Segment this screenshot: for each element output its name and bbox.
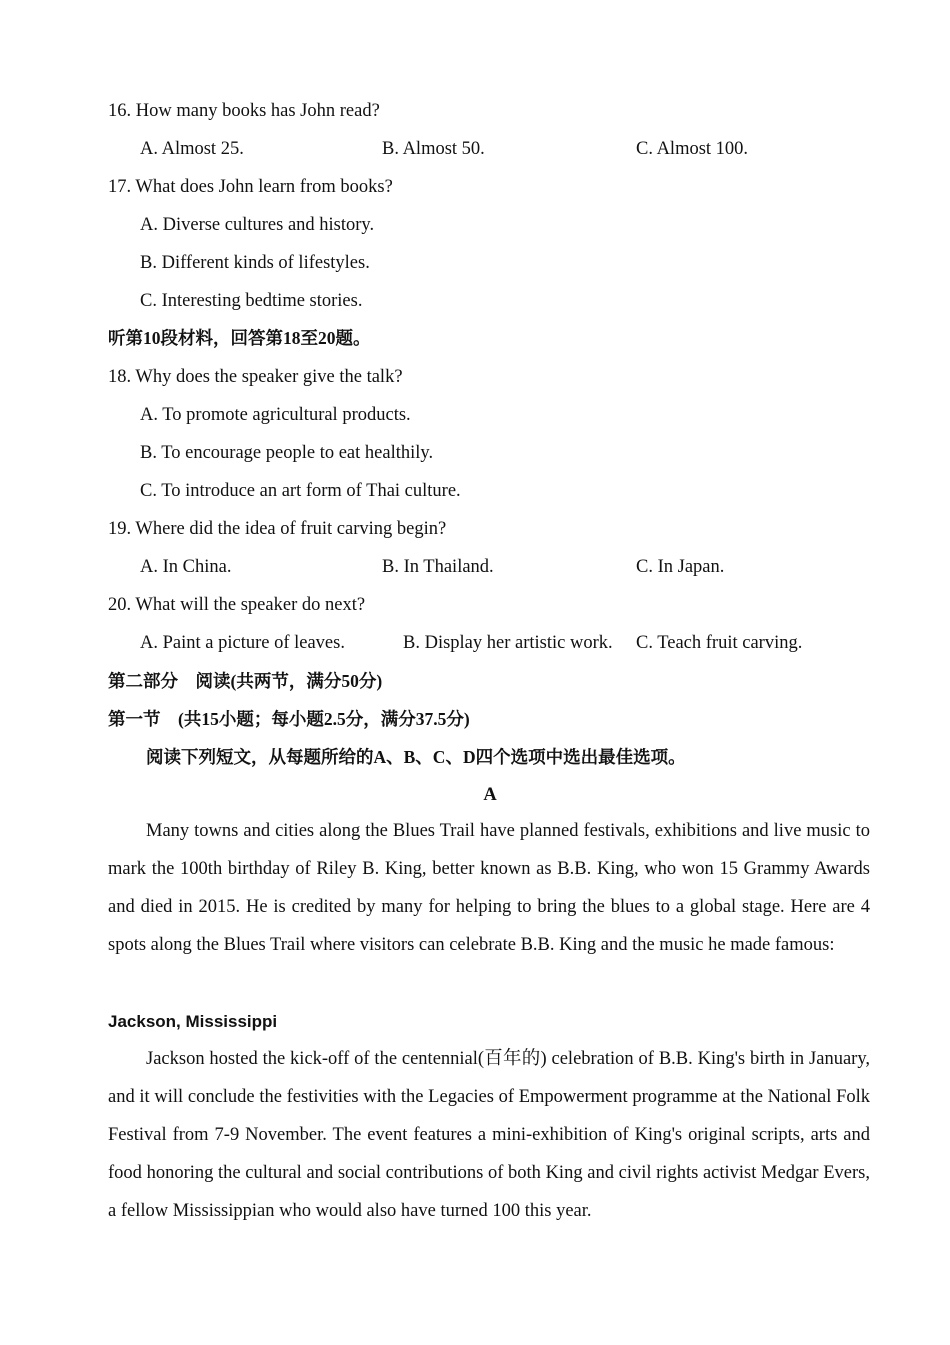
question-17-option-b: B. Different kinds of lifestyles. — [140, 253, 370, 273]
question-17-stem: 17. What does John learn from books? — [108, 177, 393, 197]
question-17-option-a: A. Diverse cultures and history. — [140, 215, 375, 235]
question-18-stem: 18. Why does the speaker give the talk? — [108, 367, 403, 387]
question-19-option-c: C. In Japan. — [636, 557, 725, 577]
question-19-stem: 19. Where did the idea of fruit carving begin? — [108, 519, 447, 539]
question-19-option-b: B. In Thailand. — [382, 557, 494, 577]
question-19-option-a: A. In China. — [140, 557, 232, 577]
section-one-heading: 第一节 (共15小题；每小题2.5分，满分37.5分) — [108, 709, 470, 729]
question-16-option-a: A. Almost 25. — [140, 139, 244, 159]
question-16-stem: 16. How many books has John read? — [108, 101, 380, 121]
question-17-option-c: C. Interesting bedtime stories. — [140, 291, 363, 311]
question-20-option-c: C. Teach fruit carving. — [636, 633, 803, 653]
question-18-option-c: C. To introduce an art form of Thai culture. — [140, 481, 461, 501]
question-20-stem: 20. What will the speaker do next? — [108, 595, 366, 615]
question-18-option-b: B. To encourage people to eat healthily. — [140, 443, 434, 463]
listening-instruction-10: 听第10段材料，回答第18至20题。 — [108, 328, 371, 348]
passage-paragraph-1: Many towns and cities along the Blues Trail have planned festivals, exhibitions and live music to mark the 100th birthday of Riley B. King, better known as B.B. King, who won 15 Grammy Awards and died in 2015. He is credited by many for helping to bring the blues to a global stage. Here are 4 spots along the Blues Trail where visitors can celebrate B.B. King and the music he made famous: — [108, 821, 870, 955]
passage-label: A — [483, 785, 497, 805]
section-one-instruction: 阅读下列短文，从每题所给的A、B、C、D四个选项中选出最佳选项。 — [146, 747, 686, 767]
passage-paragraph-2: Jackson hosted the kick-off of the centennial(百年的) celebration of B.B. King's birth in January, and it will conclude the festivities with the Legacies of Empowerment programme at the National Folk Festival from 7-9 November. The event features a mini-exhibition of King's original scripts, arts and food honoring the cultural and social contributions of both King and civil rights activist Medgar Evers, a fellow Mississippian who would also have turned 100 this year. — [108, 1049, 870, 1221]
part-two-heading: 第二部分 阅读(共两节，满分50分) — [108, 671, 383, 691]
section-heading-jackson: Jackson, Mississippi — [108, 1012, 278, 1031]
question-16-option-b: B. Almost 50. — [382, 139, 485, 159]
question-20-option-b: B. Display her artistic work. — [403, 633, 613, 653]
question-18-option-a: A. To promote agricultural products. — [140, 405, 411, 425]
question-20-option-a: A. Paint a picture of leaves. — [140, 633, 345, 653]
question-16-option-c: C. Almost 100. — [636, 139, 749, 159]
